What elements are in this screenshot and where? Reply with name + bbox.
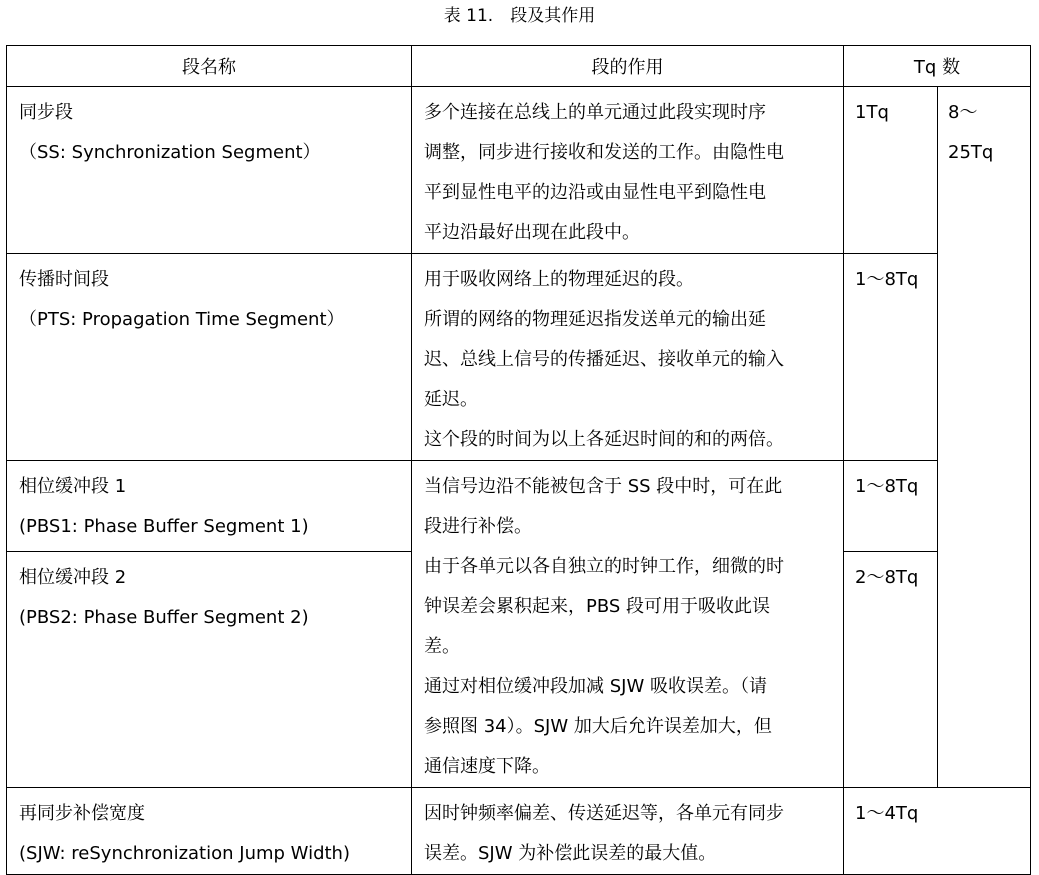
cell-pbs-desc [412, 461, 844, 788]
pbs2-name: 相位缓冲段 2 [19, 566, 127, 588]
sjw-abbrev: (SJW: reSynchronization Jump Width) [19, 843, 350, 864]
table-header-row [7, 46, 1031, 87]
pbs-desc-line: 当信号边沿不能被包含于 SS 段中时，可在此 [424, 476, 783, 497]
pbs1-abbrev: (PBS1: Phase Buffer Segment 1) [19, 516, 309, 537]
sjw-desc-line: 误差。SJW 为补偿此误差的最大值。 [424, 843, 717, 864]
pts-desc-line: 这个段的时间为以上各延迟时间的和的两倍。 [424, 429, 784, 450]
ss-desc-line: 多个连接在总线上的单元通过此段实现时序 [424, 102, 766, 123]
pts-desc-line: 延迟。 [424, 389, 478, 410]
pbs-desc-line: 通信速度下降。 [424, 756, 550, 777]
pbs1-name: 相位缓冲段 1 [19, 476, 127, 497]
pts-desc-line: 用于吸收网络上的物理延迟的段。 [424, 269, 694, 290]
pts-name: 传播时间段 [19, 269, 109, 290]
cell-ss-desc [412, 87, 844, 254]
pbs-desc-line: 钟误差会累积起来，PBS 段可用于吸收此误 [424, 596, 771, 617]
pts-tq: 1～8Tq [855, 269, 919, 290]
header-tq-count: Tq 数 [844, 46, 1031, 87]
ss-tq: 1Tq [855, 102, 889, 123]
cell-pts-name [7, 254, 412, 461]
pts-desc-line: 所谓的网络的物理延迟指发送单元的输出延 [424, 309, 766, 330]
table-row-pbs1 [7, 461, 1031, 552]
cell-sjw-desc [412, 788, 844, 875]
sjw-name: 再同步补偿宽度 [19, 803, 145, 824]
pbs1-tq: 1～8Tq [855, 476, 919, 497]
cell-pts-tq [844, 254, 938, 461]
ss-desc-line: 平到显性电平的边沿或由显性电平到隐性电 [424, 182, 766, 203]
cell-sjw-name [7, 788, 412, 875]
cell-sjw-tq [844, 788, 1031, 875]
pts-abbrev: （PTS: Propagation Time Segment） [19, 309, 345, 330]
cell-total-tq [938, 87, 1031, 788]
pbs-desc-line: 通过对相位缓冲段加减 SJW 吸收误差。（请 [424, 676, 767, 697]
header-segment-name: 段名称 [7, 46, 412, 87]
pbs-desc-line: 段进行补偿。 [424, 516, 532, 537]
cell-pts-desc [412, 254, 844, 461]
cell-pbs2-tq [844, 551, 938, 787]
sjw-tq: 1～4Tq [855, 803, 919, 824]
cell-ss-tq [844, 87, 938, 254]
pbs-desc-line: 参照图 34）。SJW 加大后允许误差加大，但 [424, 716, 772, 737]
ss-desc-line: 调整，同步进行接收和发送的工作。由隐性电 [424, 142, 784, 163]
pts-desc-line: 迟、总线上信号的传播延迟、接收单元的输入 [424, 349, 784, 370]
ss-name: 同步段 [19, 102, 73, 123]
cell-pbs1-tq [844, 461, 938, 552]
ss-abbrev: （SS: Synchronization Segment） [19, 142, 321, 163]
pbs2-abbrev: (PBS2: Phase Buffer Segment 2) [19, 606, 309, 628]
table-row-pts [7, 254, 1031, 461]
table-caption: 表 11. 段及其作用 [443, 6, 596, 26]
cell-pbs1-name [7, 461, 412, 552]
header-segment-role: 段的作用 [412, 46, 844, 87]
total-tq-range-start: 8～ [948, 102, 978, 123]
pbs-desc-line: 由于各单元以各自独立的时钟工作，细微的时 [424, 556, 784, 577]
sjw-desc-line: 因时钟频率偏差、传送延迟等，各单元有同步 [424, 803, 784, 824]
ss-desc-line: 平边沿最好出现在此段中。 [424, 222, 640, 243]
table-row-sjw [7, 788, 1031, 875]
segment-table [6, 45, 1031, 875]
table-row-ss [7, 87, 1031, 254]
total-tq-range-end: 25Tq [948, 142, 994, 163]
cell-ss-name [7, 87, 412, 254]
pbs-desc-line: 差。 [424, 636, 460, 657]
cell-pbs2-name [7, 551, 412, 787]
pbs2-tq: 2～8Tq [855, 566, 919, 588]
